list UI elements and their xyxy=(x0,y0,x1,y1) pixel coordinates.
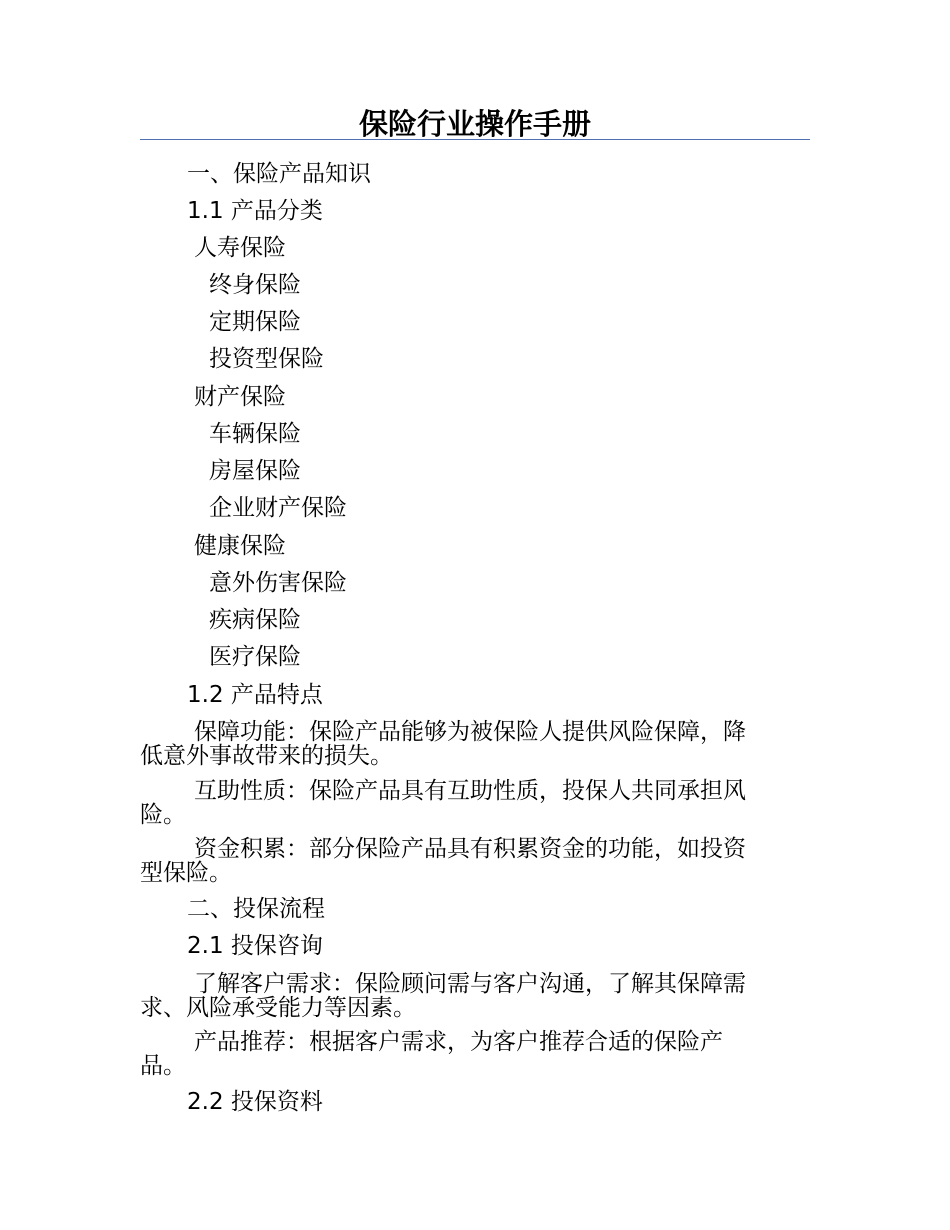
title-underline xyxy=(140,139,810,140)
list-item: 疾病保险 xyxy=(209,607,301,633)
subsection-heading-2-2: 2.2 投保资料 xyxy=(187,1089,323,1115)
section-heading-2: 二、投保流程 xyxy=(187,896,325,922)
list-item: 定期保险 xyxy=(209,309,301,335)
paragraph-protection xyxy=(140,720,800,768)
document-title: 保险行业操作手册 xyxy=(358,107,591,141)
subsection-heading-1-2: 1.2 产品特点 xyxy=(187,682,323,708)
list-item: 车辆保险 xyxy=(209,421,301,447)
paragraph-line: 险。 xyxy=(140,802,186,828)
paragraph-line: 低意外事故带来的损失。 xyxy=(140,743,393,769)
list-item: 医疗保险 xyxy=(209,644,301,670)
category-property: 财产保险 xyxy=(194,384,286,410)
subsection-heading-1-1: 1.1 产品分类 xyxy=(187,198,323,224)
paragraph-line: 型保险。 xyxy=(140,860,232,886)
paragraph-line: 产品推荐：根据客户需求，为客户推荐合适的保险产 xyxy=(194,1029,723,1055)
paragraph-line: 品。 xyxy=(140,1053,186,1079)
paragraph-line: 了解客户需求：保险顾问需与客户沟通，了解其保障需 xyxy=(194,971,746,997)
paragraph-needs xyxy=(140,972,800,1020)
list-item: 投资型保险 xyxy=(209,346,324,372)
paragraph-line: 保障功能：保险产品能够为被保险人提供风险保障，降 xyxy=(194,719,746,745)
list-item: 终身保险 xyxy=(209,272,301,298)
category-health: 健康保险 xyxy=(194,533,286,559)
list-item: 意外伤害保险 xyxy=(209,570,347,596)
paragraph-mutual-aid xyxy=(140,779,800,827)
list-item: 企业财产保险 xyxy=(209,495,347,521)
section-heading-1: 一、保险产品知识 xyxy=(187,161,371,187)
paragraph-capital xyxy=(140,837,800,885)
category-life: 人寿保险 xyxy=(194,235,286,261)
paragraph-line: 求、风险承受能力等因素。 xyxy=(140,995,416,1021)
paragraph-line: 互助性质：保险产品具有互助性质，投保人共同承担风 xyxy=(194,778,746,804)
list-item: 房屋保险 xyxy=(209,458,301,484)
paragraph-recommendation xyxy=(140,1030,800,1078)
subsection-heading-2-1: 2.1 投保咨询 xyxy=(187,933,323,959)
paragraph-line: 资金积累：部分保险产品具有积累资金的功能，如投资 xyxy=(194,836,746,862)
